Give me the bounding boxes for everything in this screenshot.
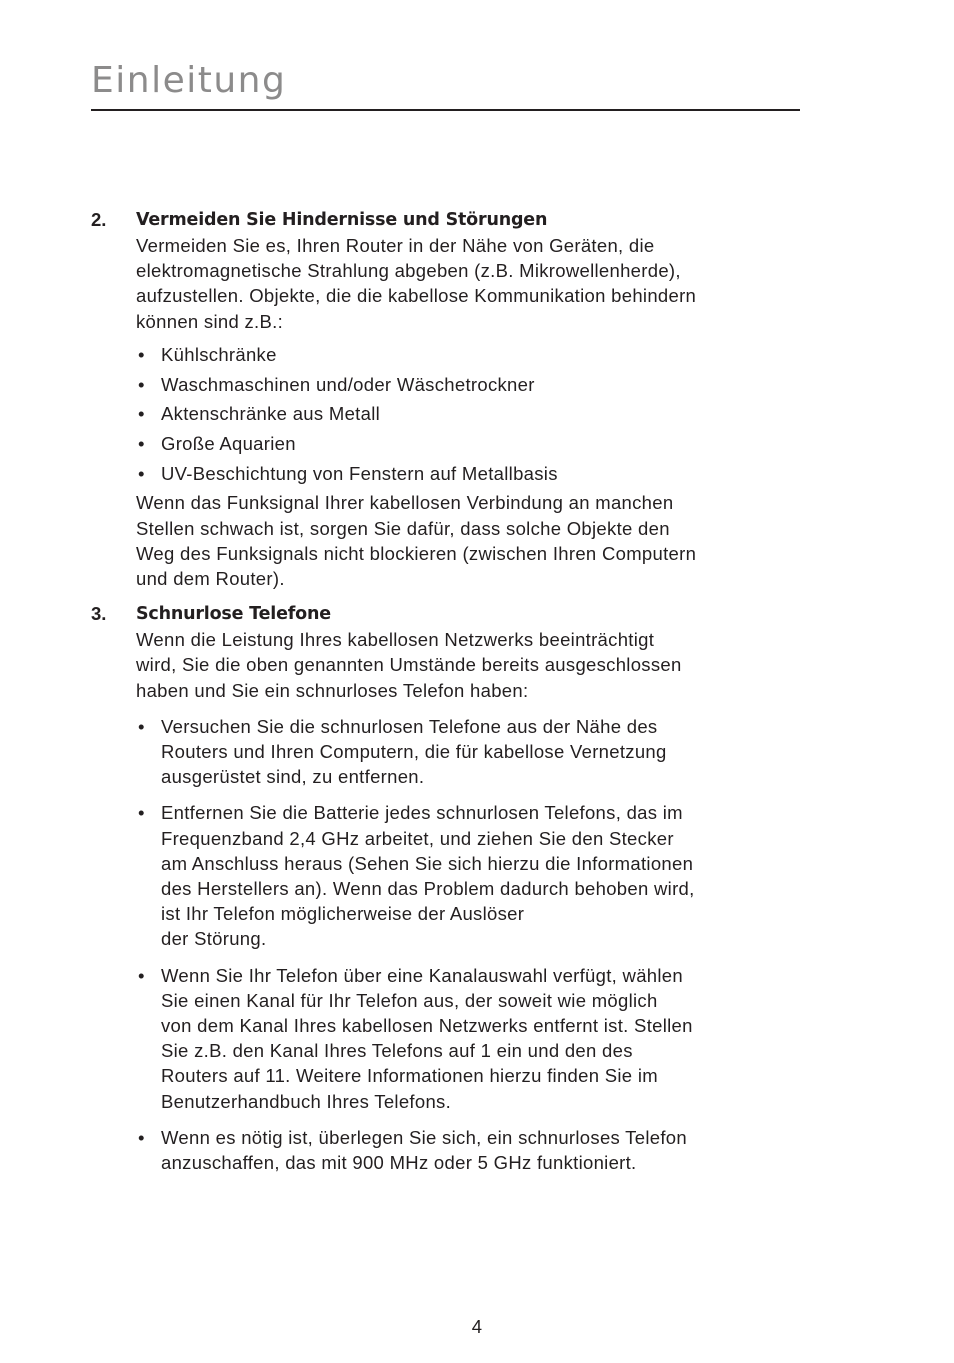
list-item-text: Wenn Sie Ihr Telefon über eine Kanalauswahl verfügt, wählen Sie einen Kanal für Ihr Telefon aus, der soweit wie möglich von dem Kanal Ihres kabellosen Netzwerks entfernt ist. Stellen Sie z.B. den Kanal Ihres Telefons auf 1 ein und den des Routers auf 11. Weitere Informationen hierzu finden Sie im Benutzerhandbuch Ihres Telefons. bbox=[161, 964, 693, 1112]
bullet-marker: • bbox=[138, 343, 145, 365]
section-heading: Vermeiden Sie Hindernisse und Störungen bbox=[136, 210, 548, 230]
list-item bbox=[136, 342, 811, 367]
section-obstacles bbox=[91, 207, 811, 591]
section-heading: Schnurlose Telefone bbox=[136, 604, 331, 625]
list-item-text: Versuchen Sie die schnurlosen Telefone aus der Nähe des Routers und Ihren Computern, die für kabellose Vernetzung ausgerüstet sind, zu entfernen. bbox=[161, 715, 667, 788]
section-cordless-phones bbox=[91, 601, 811, 1175]
list-item-text: UV-Beschichtung von Fenstern auf Metallbasis bbox=[161, 462, 558, 484]
bullet-marker: • bbox=[138, 462, 145, 484]
bullet-marker: • bbox=[138, 1126, 145, 1148]
page-header bbox=[91, 58, 800, 104]
list-item bbox=[136, 401, 811, 426]
list-item bbox=[136, 372, 811, 397]
list-item-text: Große Aquarien bbox=[161, 432, 296, 454]
bullet-marker: • bbox=[138, 715, 145, 737]
list-item bbox=[136, 431, 811, 456]
header-divider bbox=[91, 109, 800, 111]
section-intro: Vermeiden Sie es, Ihren Router in der Nähe von Geräten, die elektromagnetische Strahlung abgeben (z.B. Mikrowellenherde), aufzustellen. Objekte, die die kabellose Kommunikation behindern können sind z.B.: bbox=[136, 235, 697, 332]
bullet-marker: • bbox=[138, 373, 145, 395]
section-outro: Wenn das Funksignal Ihrer kabellosen Verbindung an manchen Stellen schwach ist, sorgen Sie dafür, dass solche Objekte den Weg des Funksignals nicht blockieren (zwischen Ihren Computern und dem Router). bbox=[136, 492, 697, 589]
list-item-text: Aktenschränke aus Metall bbox=[161, 403, 381, 425]
list-item-text: Kühlschränke bbox=[161, 343, 277, 365]
section-intro: Wenn die Leistung Ihres kabellosen Netzwerks beeinträchtigt wird, Sie die oben genannten Umstände bereits ausgeschlossen haben und Sie ein schnurloses Telefon haben: bbox=[136, 629, 682, 701]
list-item bbox=[136, 800, 811, 951]
list-item-text: Waschmaschinen und/oder Wäschetrockner bbox=[161, 373, 535, 395]
list-item-text: Entfernen Sie die Batterie jedes schnurlosen Telefons, das im Frequenzband 2,4 GHz arbeitet, und ziehen Sie den Stecker am Anschluss heraus (Sehen Sie sich hierzu die Informationen des Herstellers an). Wenn das Problem dadurch behoben wird, ist Ihr Telefon möglicherweise der Auslöser der Störung. bbox=[161, 802, 695, 950]
section-number: 2. bbox=[91, 209, 107, 230]
bullet-list bbox=[136, 342, 811, 486]
bullet-marker: • bbox=[138, 432, 145, 454]
list-item bbox=[136, 1125, 811, 1175]
page-number: 4 bbox=[471, 1316, 483, 1337]
bullet-marker: • bbox=[138, 964, 145, 986]
bullet-marker: • bbox=[138, 403, 145, 425]
list-item-text: Wenn es nötig ist, überlegen Sie sich, ein schnurloses Telefon anzuschaffen, das mit 900 MHz oder 5 GHz funktioniert. bbox=[161, 1126, 687, 1173]
bullet-list bbox=[136, 714, 811, 1175]
list-item bbox=[136, 461, 811, 486]
section-number: 3. bbox=[91, 603, 107, 625]
list-item bbox=[136, 963, 811, 1114]
list-item bbox=[136, 714, 811, 790]
bullet-marker: • bbox=[138, 802, 145, 824]
page-title: Einleitung bbox=[91, 60, 287, 101]
page-content bbox=[91, 207, 811, 1186]
